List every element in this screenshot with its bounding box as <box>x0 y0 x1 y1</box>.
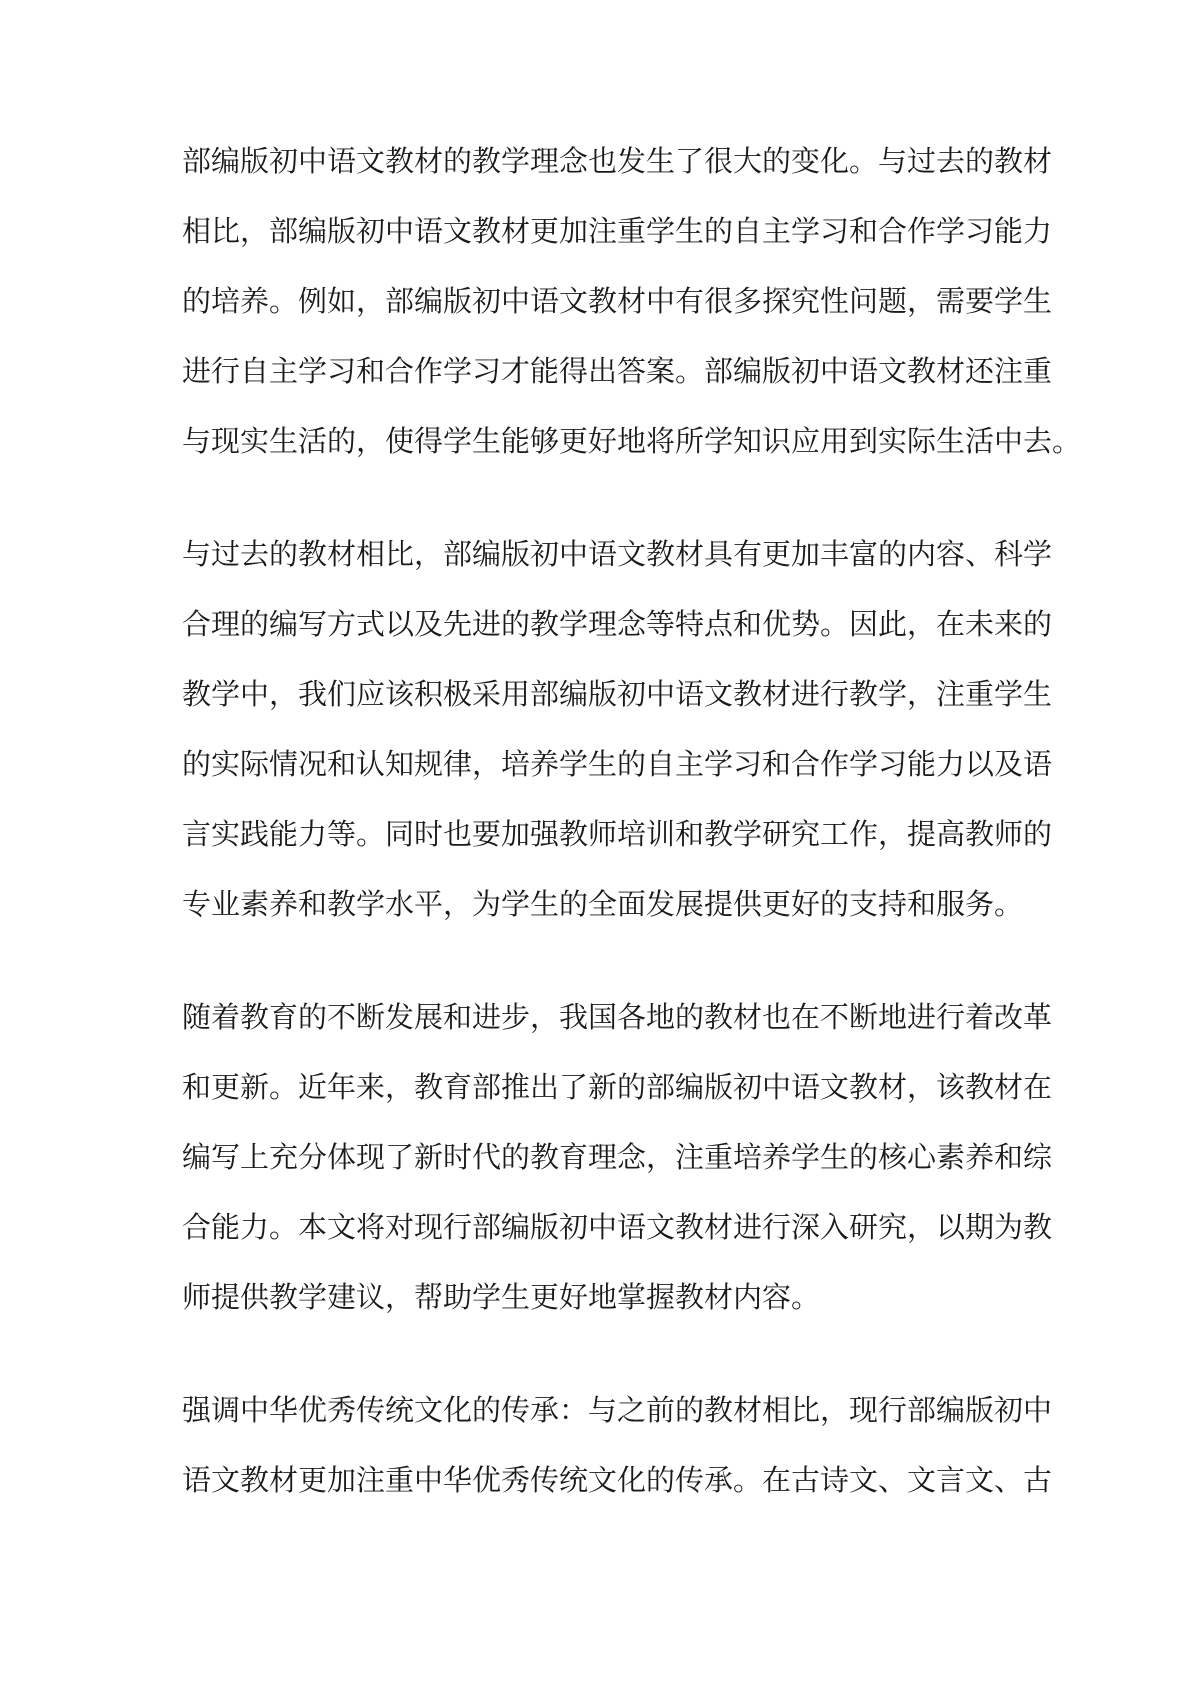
text-line: 的培养。例如，部编版初中语文教材中有很多探究性问题，需要学生 <box>182 284 1053 318</box>
text-line: 专业素养和教学水平，为学生的全面发展提供更好的支持和服务。 <box>182 887 1024 921</box>
text-line: 言实践能力等。同时也要加强教师培训和教学研究工作，提高教师的 <box>182 817 1053 851</box>
text-line: 强调中华优秀传统文化的传承：与之前的教材相比，现行部编版初中 <box>182 1393 1053 1427</box>
paragraph-spacer <box>182 1332 1022 1375</box>
paragraph <box>182 982 1053 1332</box>
text-line: 合能力。本文将对现行部编版初中语文教材进行深入研究，以期为教 <box>182 1210 1053 1244</box>
paragraph <box>182 1375 1053 1515</box>
text-line: 语文教材更加注重中华优秀传统文化的传承。在古诗文、文言文、古 <box>182 1463 1053 1497</box>
paragraph-spacer <box>182 476 1022 519</box>
text-line: 与过去的教材相比，部编版初中语文教材具有更加丰富的内容、科学 <box>182 537 1053 571</box>
text-line: 随着教育的不断发展和进步，我国各地的教材也在不断地进行着改革 <box>182 1000 1053 1034</box>
text-line: 相比，部编版初中语文教材更加注重学生的自主学习和合作学习能力 <box>182 214 1053 248</box>
text-line: 进行自主学习和合作学习才能得出答案。部编版初中语文教材还注重 <box>182 354 1053 388</box>
text-line: 与现实生活的，使得学生能够更好地将所学知识应用到实际生活中去。 <box>182 424 1082 458</box>
paragraph-spacer <box>182 939 1022 982</box>
text-line: 教学中，我们应该积极采用部编版初中语文教材进行教学，注重学生 <box>182 677 1053 711</box>
text-line: 的实际情况和认知规律，培养学生的自主学习和合作学习能力以及语 <box>182 747 1053 781</box>
paragraph <box>182 519 1053 939</box>
paragraph <box>182 126 1082 476</box>
text-line: 合理的编写方式以及先进的教学理念等特点和优势。因此，在未来的 <box>182 607 1053 641</box>
text-line: 和更新。近年来，教育部推出了新的部编版初中语文教材，该教材在 <box>182 1070 1053 1104</box>
text-line: 师提供教学建议，帮助学生更好地掌握教材内容。 <box>182 1280 821 1314</box>
text-line: 部编版初中语文教材的教学理念也发生了很大的变化。与过去的教材 <box>182 144 1053 178</box>
document-body <box>182 126 1082 1515</box>
text-line: 编写上充分体现了新时代的教育理念，注重培养学生的核心素养和综 <box>182 1140 1053 1174</box>
